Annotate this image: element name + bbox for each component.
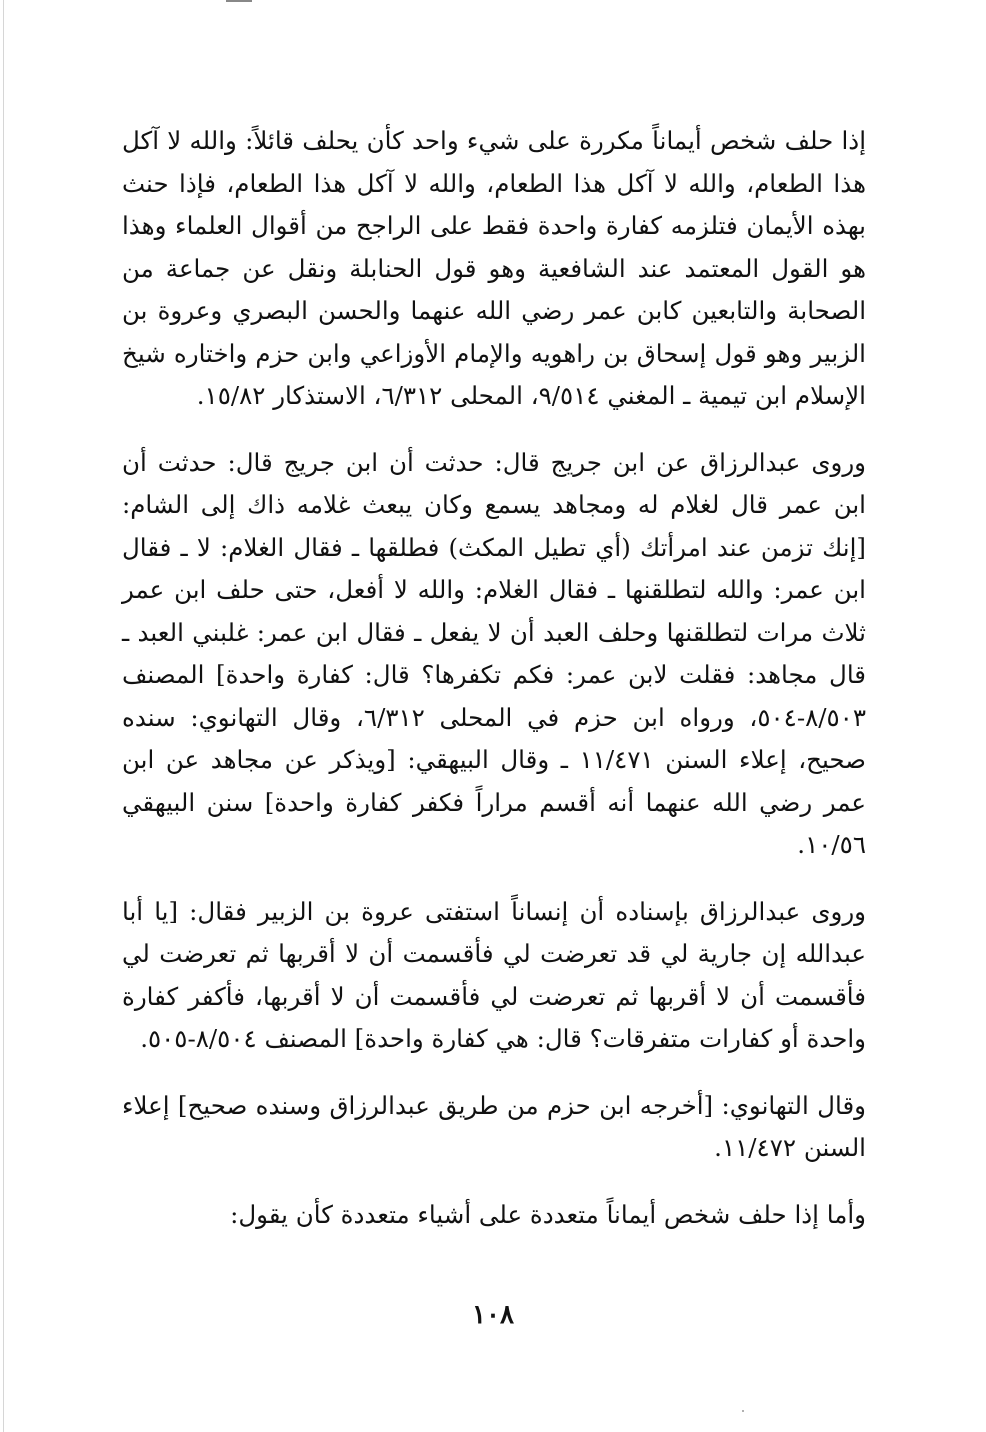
paragraph-gap <box>122 418 866 442</box>
page-body <box>122 120 866 1236</box>
left-scan-edge <box>3 0 4 1432</box>
page-number: ١٠٨ <box>472 1300 514 1330</box>
paragraph-multiple-oaths: وأما إذا حلف شخص أيماناً متعددة على أشياء متعددة كأن يقول: <box>230 1199 866 1229</box>
paragraph-gap <box>122 1061 866 1085</box>
paragraph-repeated-oaths: إذا حلف شخص أيماناً مكررة على شيء واحد كأن يحلف قائلاً: والله لا آكل هذا الطعام، والله لا آكل هذا الطعام، والله لا آكل هذا الطعام، فإذا حنث بهذه الأيمان فتلزمه كفارة واحدة فقط على الراجح من أقوال العلماء وهذا هو القول المعتمد عند الشافعية وهو قول الحنابلة ونقل عن جماعة من الصحابة والتابعين كابن عمر رضي الله عنهما والحسن البصري وعروة بن الزبير وهو قول إسحاق بن راهويه والإمام الأوزاعي وابن حزم واختاره شيخ الإسلام ابن تيمية ـ المغني ٩/٥١٤، المحلى ٦/٣١٢، الاستذكار ١٥/٨٢. <box>122 126 866 410</box>
paragraph-ibn-umar-narration: وروى عبدالرزاق عن ابن جريج قال: حدثت أن ابن جريج قال: حدثت أن ابن عمر قال لغلام له ومجاهد يسمع وكان يبعث غلامه ذاك إلى الشام: [إنك تزمن عند امرأتك (أي تطيل المكث) فطلقها ـ فقال الغلام: لا ـ فقال ابن عمر: والله لتطلقنها ـ فقال الغلام: والله لا أفعل، حتى حلف ابن عمر ثلاث مرات لتطلقنها وحلف العبد أن لا يفعل ـ فقال ابن عمر: غلبني العبد ـ قال مجاهد: فقلت لابن عمر: فكم تكفرها؟ قال: كفارة واحدة] المصنف ٨/٥٠٣-٥٠٤، ورواه ابن حزم في المحلى ٦/٣١٢، وقال التهانوي: سنده صحيح، إعلاء السنن ١١/٤٧١ ـ وقال البيهقي: [ويذكر عن مجاهد عن ابن عمر رضي الله عنهما أنه أقسم مراراً فكفر كفارة واحدة] سنن البيهقي ١٠/٥٦. <box>122 447 867 859</box>
paragraph-urwa-narration: وروى عبدالرزاق بإسناده أن إنساناً استفتى عروة بن الزبير فقال: [يا أبا عبدالله إن جارية لي قد تعرضت لي فأقسمت أن لا أقربها ثم تعرضت لي فأقسمت أن لا أقربها ثم تعرضت لي فأقسمت أن لا أقربها، فأكفر كفارة واحدة أو كفارات متفرقات؟ قال: هي كفارة واحدة] المصنف ٨/٥٠٤-٥٠٥. <box>122 896 866 1053</box>
top-scan-mark <box>226 0 252 2</box>
paragraph-tahanawi-grading: وقال التهانوي: [أخرجه ابن حزم من طريق عبدالرزاق وسنده صحيح] إعلاء السنن ١١/٤٧٢. <box>122 1090 866 1162</box>
paragraph-gap <box>122 867 866 891</box>
paragraph-gap <box>122 1170 866 1194</box>
scan-speck <box>742 1410 744 1412</box>
